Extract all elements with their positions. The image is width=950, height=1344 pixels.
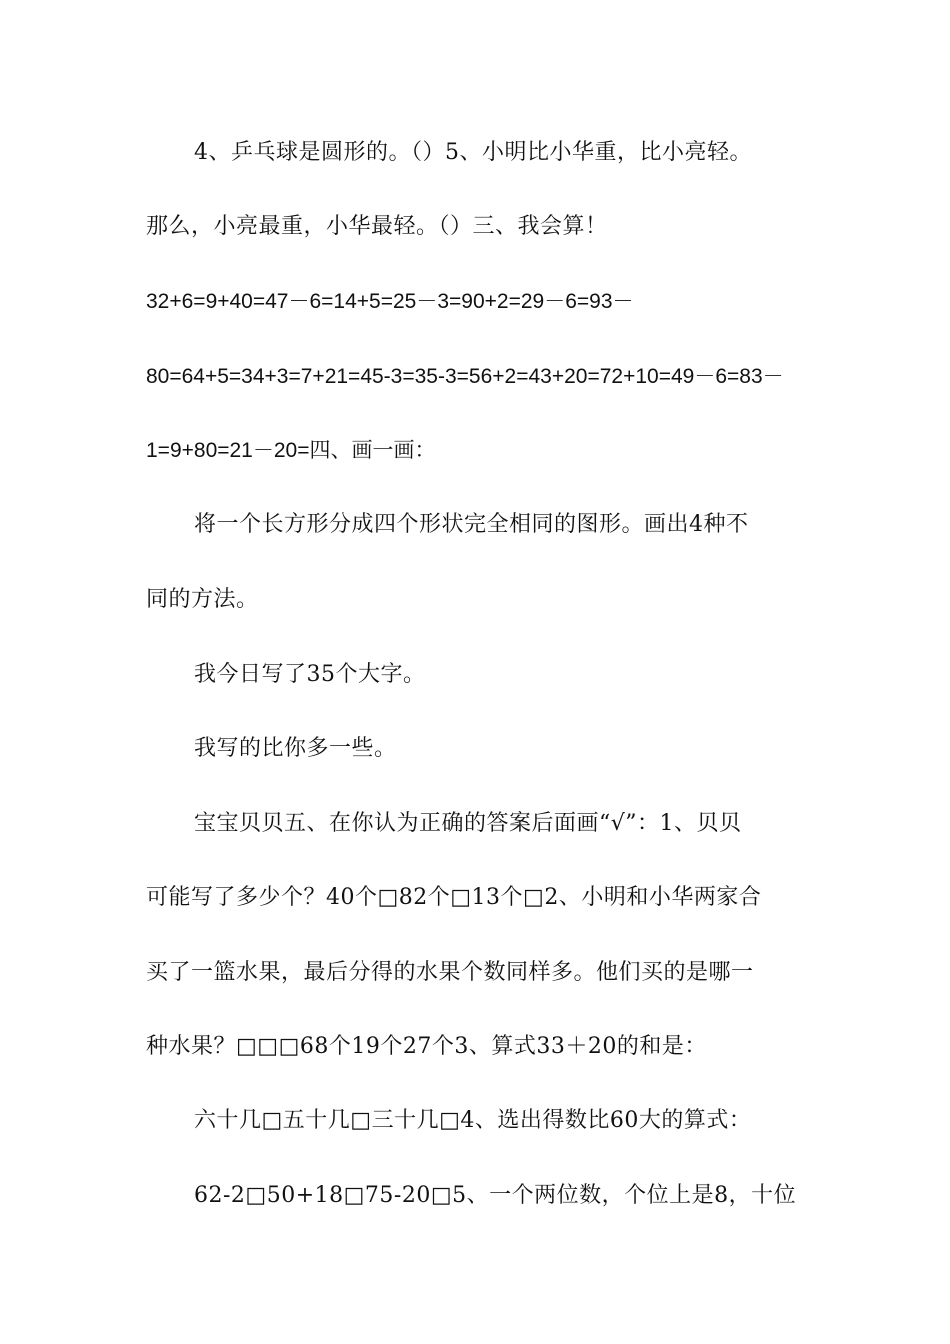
- text-line-4: 80=64+5=34+3=7+21=45-3=35-3=56+2=43+20=72+10=49－6=83－: [146, 365, 784, 388]
- text-line-7: 同的方法。: [146, 587, 259, 612]
- text-line-15: 62-2□50+18□75-20□5、一个两位数，个位上是8，十位: [194, 1183, 797, 1208]
- text-line-11: 可能写了多少个？40个□82个□13个□2、小明和小华两家合: [146, 885, 762, 910]
- text-line-14: 六十几□五十几□三十几□4、选出得数比60大的算式：: [194, 1108, 752, 1133]
- text-line-1: 4、乒乓球是圆形的。（）5、小明比小华重，比小亮轻。: [194, 140, 752, 165]
- text-line-3: 32+6=9+40=47－6=14+5=25－3=90+2=29－6=93－: [146, 290, 634, 313]
- text-line-12: 买了一篮水果，最后分得的水果个数同样多。他们买的是哪一: [146, 960, 754, 985]
- text-line-13: 种水果？□□□68个19个27个3、算式33＋20的和是：: [146, 1034, 707, 1059]
- text-line-8: 我今日写了35个大字。: [194, 662, 426, 687]
- text-line-10: 宝宝贝贝五、在你认为正确的答案后面画“√”：1、贝贝: [194, 811, 742, 836]
- text-line-9: 我写的比你多一些。: [194, 736, 397, 761]
- text-line-6: 将一个长方形分成四个形状完全相同的图形。画出4种不: [194, 512, 749, 537]
- text-line-2: 那么，小亮最重，小华最轻。（）三、我会算！: [146, 214, 608, 239]
- text-line-5: 1=9+80=21－20=四、画一画：: [146, 439, 436, 462]
